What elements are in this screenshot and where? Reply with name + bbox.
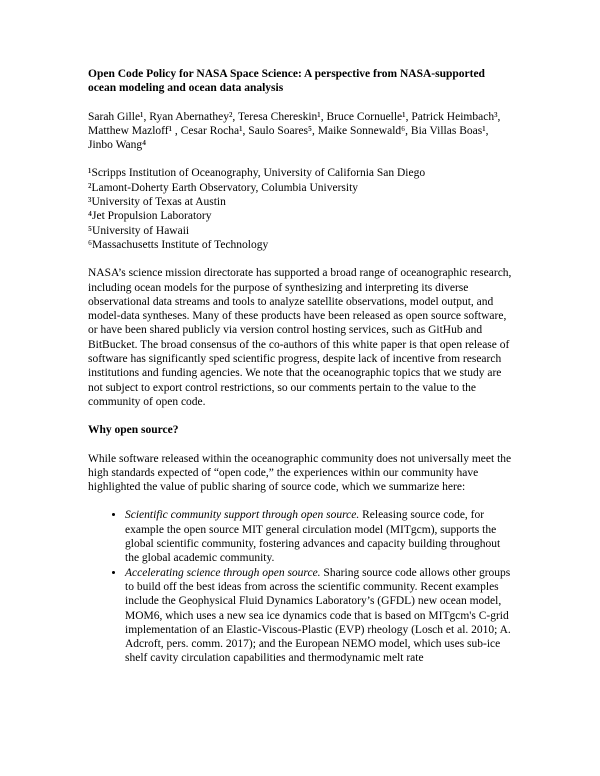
bullet-lead-text: Scientific community support through open source. <box>125 509 360 522</box>
author-list: Sarah Gille¹, Ryan Abernathey², Teresa Chereskin¹, Bruce Cornuelle¹, Patrick Heimbach³, Matthew Mazloff¹ , Cesar Rocha¹, Saulo Soares⁵, Maike Sonnewald⁶, Bia Villas Boas¹, Jinbo Wang⁴ <box>88 110 501 152</box>
list-item-accelerating-science <box>125 566 515 666</box>
affiliation-scripps: ¹Scripps Institution of Oceanography, University of California San Diego <box>88 167 426 180</box>
section-intro-paragraph: While software released within the oceanographic community does not universally meet the high standards expected of “open code,” the experiences within our community have highlighted the value of public sharing of source code, which we summarize here: <box>88 452 512 494</box>
bullet-body-text: Sharing source code allows other groups to build off the best ideas from across the scientific community. Recent examples include the Geophysical Fluid Dynamics Laboratory’s (GFDL) new ocean model, MOM6, which uses a new sea ice dynamics code that is based on MITgcm's C-grid implementation of an Elastic-Viscous-Plastic (EVP) rheology (Losch et al. 2010; A. Adcroft, pers. comm. 2017); and the European NEMO model, which uses sub-ice shelf cavity circulation capabilities and thermodynamic melt rate <box>125 566 511 665</box>
bullet-lead-text: Accelerating science through open source. <box>125 566 321 579</box>
affiliation-texas: ³University of Texas at Austin <box>88 196 226 209</box>
list-item-scientific-community <box>125 508 515 565</box>
bullet-body-text: Releasing source code, for example the open source MIT general circulation model (MITgcm), supports the global scientific community, fostering advances and capacity building throughout the global academic community. <box>125 509 501 565</box>
affiliation-list <box>88 166 515 252</box>
affiliation-mit: ⁶Massachusetts Institute of Technology <box>88 238 269 251</box>
paper-title: Open Code Policy for NASA Space Science: A perspective from NASA-supported ocean modeling and ocean data analysis <box>88 68 485 95</box>
section-heading-why-open-source: Why open source? <box>88 424 179 437</box>
affiliation-lamont: ²Lamont-Doherty Earth Observatory, Columbia University <box>88 181 359 194</box>
affiliation-jpl: ⁴Jet Propulsion Laboratory <box>88 210 212 223</box>
intro-paragraph: NASA’s science mission directorate has supported a broad range of oceanographic research, including ocean models for the purpose of synthesizing and interpreting its diverse observational data streams and tools to analyze satellite observations, model output, and model-data syntheses. Many of these products have been released as open source software, or have been shared publicly via version control hosting services, such as GitHub and BitBucket. The broad consensus of the co-authors of this white paper is that open release of software has significantly sped scientific progress, despite lack of incentive from research institutions and funding agencies. We note that the oceanographic topics that we study are not subject to export control restrictions, so our comments pertain to the value to the community of open code. <box>88 267 512 408</box>
affiliation-hawaii: ⁵University of Hawaii <box>88 224 190 237</box>
bullet-list <box>88 508 515 665</box>
page-content <box>88 67 515 666</box>
